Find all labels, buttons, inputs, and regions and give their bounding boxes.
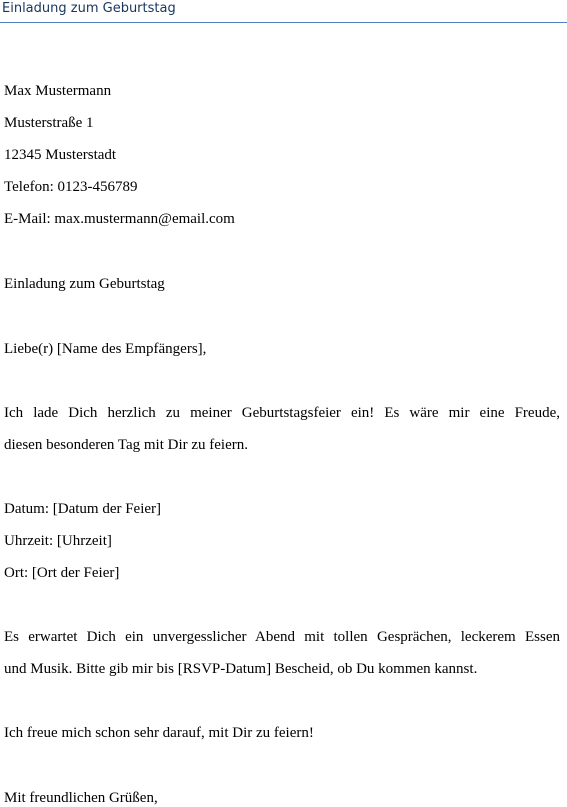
- sender-email: E-Mail: max.mustermann@email.com: [4, 211, 235, 227]
- letter-subject: Einladung zum Geburtstag: [4, 276, 165, 292]
- event-time: Uhrzeit: [Uhrzeit]: [4, 533, 112, 549]
- event-place: Ort: [Ort der Feier]: [4, 565, 120, 581]
- event-date: Datum: [Datum der Feier]: [4, 501, 162, 517]
- intro-line-1: Ich lade Dich herzlich zu meiner Geburtstagsfeier ein! Es wäre mir eine Freude,: [4, 405, 560, 421]
- salutation: Liebe(r) [Name des Empfängers],: [4, 341, 207, 357]
- closing-line: Ich freue mich schon sehr darauf, mit Dir zu feiern!: [4, 725, 314, 741]
- sender-name: Max Mustermann: [4, 83, 112, 99]
- sender-street: Musterstraße 1: [4, 115, 94, 131]
- sender-city: 12345 Musterstadt: [4, 147, 117, 163]
- intro-line-2: diesen besonderen Tag mit Dir zu feiern.: [4, 437, 249, 453]
- body-line-2: und Musik. Bitte gib mir bis [RSVP-Datum] Bescheid, ob Du kommen kannst.: [4, 661, 478, 677]
- regards: Mit freundlichen Grüßen,: [4, 790, 158, 806]
- body-line-1: Es erwartet Dich ein unvergesslicher Abend mit tollen Gesprächen, leckerem Essen: [4, 629, 560, 645]
- document-header: [0, 0, 567, 23]
- sender-phone: Telefon: 0123-456789: [4, 179, 138, 195]
- header-title: Einladung zum Geburtstag: [2, 1, 176, 16]
